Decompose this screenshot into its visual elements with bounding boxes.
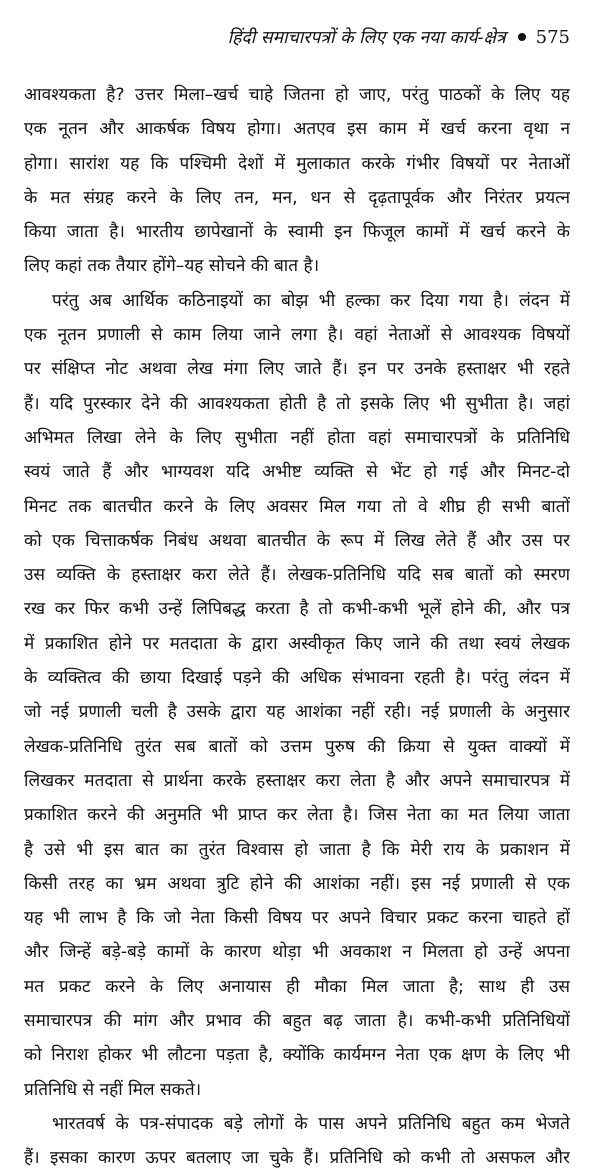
text-line: अभिमत लिखा लेने के लिए सुभीता नहीं होता वहां समाचारपत्रों के प्रतिनिधि	[24, 427, 570, 448]
page-number: 575	[535, 26, 570, 48]
text-line: परंतु अब आर्थिक कठिनाइयों का बोझ भी हल्का कर दिया गया है। लंदन में	[52, 290, 570, 311]
text-line: को एक चित्ताकर्षक निबंध अथवा बातचीत के रूप में लिख लेते हैं और उस पर	[24, 530, 570, 551]
text-line: है उसे भी इस बात का तुरंत विश्वास हो जाता है कि मेरी राय के प्रकाशन में	[24, 839, 570, 860]
body-text	[24, 78, 570, 1176]
text-line: भारतवर्ष के पत्र-संपादक बड़े लोगों के पास अपने प्रतिनिधि बहुत कम भेजते	[52, 1113, 570, 1134]
text-line: हैं। यदि पुरस्कार देने की आवश्यकता होती है तो इसके लिए भी सुभीता है। जहां	[24, 393, 570, 414]
text-line: के मत संग्रह करने के लिए तन, मन, धन से दृढ़तापूर्वक और निरंतर प्रयत्न	[24, 187, 570, 208]
text-line: प्रकाशित करने की अनुमति भी प्राप्त कर लेता है। जिस नेता का मत लिया जाता	[24, 805, 570, 826]
running-header	[24, 22, 570, 52]
paragraph-3	[24, 1107, 570, 1176]
text-line: स्वयं जाते हैं और भाग्यवश यदि अभीष्ट व्यक्ति से भेंट हो गई और मिनट-दो	[24, 462, 570, 483]
text-line: उस व्यक्ति के हस्ताक्षर करा लेते हैं। लेखक-प्रतिनिधि यदि सब बातों को स्मरण	[24, 565, 570, 586]
text-line: होगा। सारांश यह कि पश्चिमी देशों में मुलाकात करके गंभीर विषयों पर नेताओं	[24, 153, 570, 174]
text-line: मत प्रकट करने के लिए अनायास ही मौका मिल जाता है; साथ ही उस	[24, 976, 570, 997]
text-line: पर संक्षिप्त नोट अथवा लेख मंगा लिए जाते हैं। इन पर उनके हस्ताक्षर भी रहते	[24, 359, 570, 380]
text-line: एक नूतन और आकर्षक विषय होगा। अतएव इस काम में खर्च करना वृथा न	[24, 119, 570, 140]
text-line: में प्रकाशित होने पर मतदाता के द्वारा अस्वीकृत किए जाने की तथा स्वयं लेखक	[24, 633, 570, 654]
text-line: प्रतिनिधि से नहीं मिल सकते।	[24, 1079, 202, 1100]
paragraph-1	[24, 78, 570, 284]
text-line: एक नूतन प्रणाली से काम लिया जाने लगा है। वहां नेताओं से आवश्यक विषयों	[24, 325, 570, 346]
text-line: लिखकर मतदाता से प्रार्थना करके हस्ताक्षर करा लेता है और अपने समाचारपत्र में	[24, 770, 570, 791]
bullet-icon	[518, 33, 526, 41]
text-line: को निराश होकर भी लौटना पड़ता है, क्योंकि कार्यमग्न नेता एक क्षण के लिए भी	[24, 1045, 570, 1066]
text-line: रख कर फिर कभी उन्हें लिपिबद्ध करता है तो कभी-कभी भूलें होने की, और पत्र	[24, 599, 570, 620]
running-header-title: हिंदी समाचारपत्रों के लिए एक नया कार्य-क्षेत्र	[227, 28, 506, 48]
text-line: जो नई प्रणाली चली है उसके द्वारा यह आशंका नहीं रही। नई प्रणाली के अनुसार	[24, 702, 570, 723]
text-line: समाचारपत्र की मांग और प्रभाव की बहुत बढ़ जाता है। कभी-कभी प्रतिनिधियों	[24, 1011, 570, 1032]
text-line: आवश्यकता है? उत्तर मिला–खर्च चाहे जितना हो जाए, परंतु पाठकों के लिए यह	[24, 85, 570, 105]
text-line: के व्यक्तित्व की छाया दिखाई पड़ने की अधिक संभावना रहती है। परंतु लंदन में	[24, 668, 570, 689]
text-line: किया जाता है। भारतीय छापेखानों के स्वामी इन फिजूल कामों में खर्च करने के	[24, 222, 570, 243]
text-line: और जिन्हें बड़े-बड़े कामों के कारण थोड़ा भी अवकाश न मिलता हो उन्हें अपना	[24, 942, 570, 963]
text-line: लिए कहां तक तैयार होंगे–यह सोचने की बात है।	[24, 256, 320, 277]
text-line: हैं। इसका कारण ऊपर बतलाए जा चुके हैं। प्रतिनिधि को कभी तो असफल और	[24, 1148, 570, 1169]
text-line: मिनट तक बातचीत करने के लिए अवसर मिल गया तो वे शीघ्र ही सभी बातों	[24, 496, 570, 517]
paragraph-2	[24, 284, 570, 1107]
text-line: किसी तरह का भ्रम अथवा त्रुटि होने की आशंका नहीं। इस नई प्रणाली से एक	[24, 873, 570, 894]
text-line: यह भी लाभ है कि जो नेता किसी विषय पर अपने विचार प्रकट करना चाहते हों	[24, 908, 570, 929]
text-line: लेखक-प्रतिनिधि तुरंत सब बातों को उत्तम पुरुष की क्रिया से युक्त वाक्यों में	[24, 736, 570, 757]
